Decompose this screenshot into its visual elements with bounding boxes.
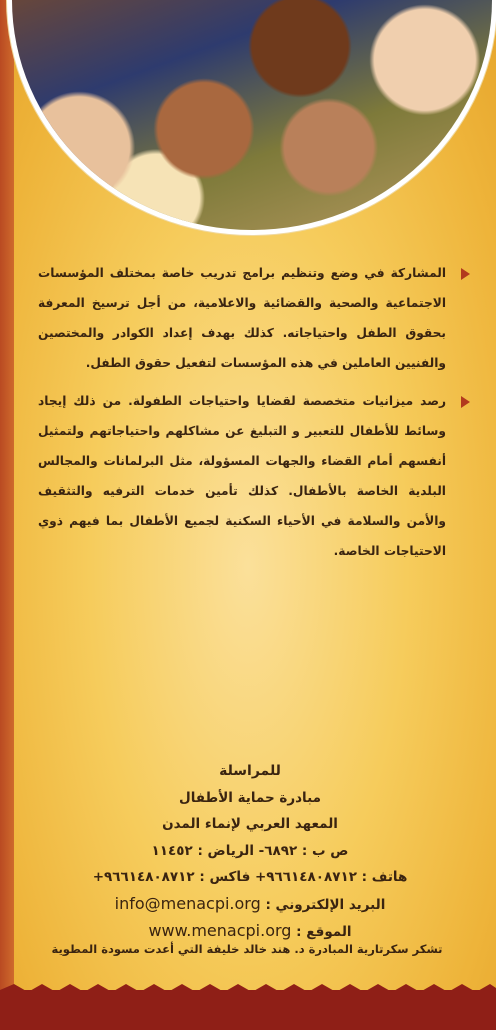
- contact-block: [40, 758, 460, 946]
- contact-email-row: [40, 891, 460, 919]
- bullet-arrow-icon: [461, 396, 470, 408]
- site-link[interactable]: www.menacpi.org: [148, 921, 292, 940]
- children-photo: [12, 0, 492, 230]
- contact-org: مبادرة حماية الأطفال: [178, 789, 321, 806]
- bullet-list: [38, 258, 470, 574]
- contact-pobox: ص ب : ٦٨٩٢- الرياض : ١١٤٥٢: [151, 842, 349, 859]
- zigzag-border: [0, 982, 496, 996]
- bullet-text: المشاركة في وضع وتنظيم برامج تدريب خاصة بمختلف المؤسسات الاجتماعية والصحية والقضائية والاعلامية، من أجل ترسيخ المعرفة بحقوق الطفل واحتياجاته. كذلك بهدف إعداد الكوادر والمختصين والفنيين العاملين في هذه المؤسسات لتفعيل حقوق الطفل.: [38, 266, 446, 370]
- bullet-text: رصد ميزانيات متخصصة لقضايا واحتياجات الطفولة. من ذلك إيجاد وسائط للأطفال للتعبير و التبليغ عن مشاكلهم واحتياجاتهم ولتمثيل أنفسهم أمام القضاء والجهات المسؤولة، مثل البرلمانات والمجالس البلدية الخاصة بالأطفال. كذلك تأمين خدمات الترفيه والتثقيف والأمن والسلامة في الأحياء السكنية لجميع الأطفال بما فيهم ذوي الاحتياجات الخاصة.: [38, 394, 446, 558]
- contact-phone: هاتف : ٩٦٦١٤٨٠٨٧١٢+ فاكس : ٩٦٦١٤٨٠٨٧١٢+: [92, 869, 408, 885]
- email-label: البريد الإلكتروني :: [265, 896, 386, 913]
- bullet-arrow-icon: [461, 268, 470, 280]
- contact-institute: المعهد العربي لإنماء المدن: [162, 816, 338, 832]
- bullet-item: [38, 386, 470, 566]
- thanks-note: تشكر سكرتارية المبادرة د. هند خالد خليفة التي أعدت مسودة المطوية: [51, 942, 443, 956]
- email-link[interactable]: info@menacpi.org: [114, 893, 261, 913]
- bullet-item: [38, 258, 470, 378]
- site-label: الموقع :: [296, 924, 352, 940]
- contact-heading: للمراسلة: [219, 763, 281, 779]
- bottom-band: [0, 990, 496, 1030]
- children-photo-frame: [12, 0, 492, 230]
